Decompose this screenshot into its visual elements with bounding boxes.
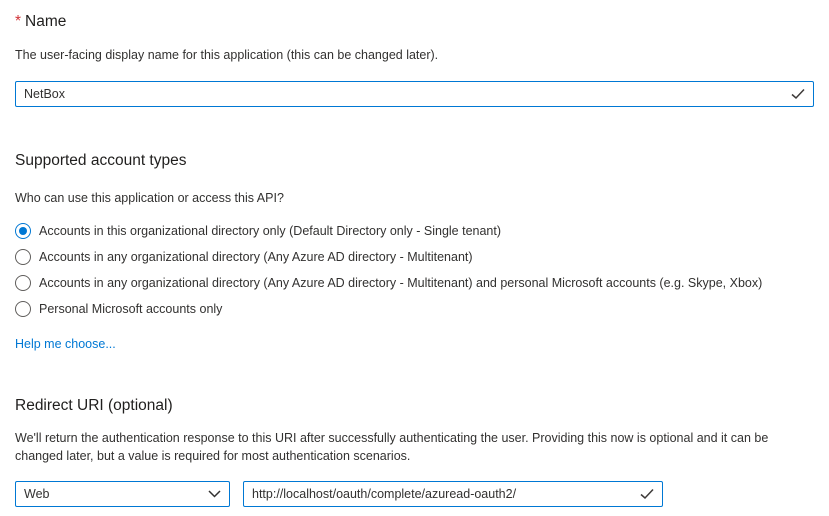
required-asterisk: * <box>15 13 22 30</box>
account-types-question: Who can use this application or access this API? <box>15 191 284 205</box>
account-type-option-personal-only[interactable] <box>15 296 814 322</box>
account-type-option-label: Accounts in any organizational directory (Any Azure AD directory - Multitenant) and personal Microsoft accounts (e.g. Skype, Xbox) <box>39 276 763 290</box>
redirect-uri-controls <box>15 481 814 507</box>
help-me-choose-link[interactable]: Help me choose... <box>15 337 116 351</box>
redirect-uri-heading: Redirect URI (optional) <box>15 397 173 414</box>
account-type-option-multitenant[interactable] <box>15 244 814 270</box>
radio-icon[interactable] <box>15 249 31 265</box>
name-description: The user-facing display name for this application (this can be changed later). <box>15 48 439 62</box>
name-input[interactable] <box>16 82 813 106</box>
account-type-option-label: Personal Microsoft accounts only <box>39 302 223 316</box>
chevron-down-icon <box>208 490 221 498</box>
name-input-wrapper <box>15 81 814 107</box>
account-types-heading: Supported account types <box>15 152 187 169</box>
platform-select-value: Web <box>24 487 50 501</box>
account-type-option-label: Accounts in any organizational directory (Any Azure AD directory - Multitenant) <box>39 250 473 264</box>
radio-icon[interactable] <box>15 301 31 317</box>
radio-icon[interactable] <box>15 275 31 291</box>
account-type-option-single-tenant[interactable] <box>15 218 814 244</box>
account-type-option-multitenant-personal[interactable] <box>15 270 814 296</box>
redirect-uri-input[interactable] <box>244 482 662 506</box>
name-section-heading <box>15 12 814 32</box>
radio-icon[interactable] <box>15 223 31 239</box>
platform-select[interactable] <box>15 481 230 507</box>
redirect-uri-input-wrapper <box>243 481 663 507</box>
account-type-option-label: Accounts in this organizational directory only (Default Directory only - Single tenant) <box>39 224 502 238</box>
account-types-radio-group <box>15 218 814 322</box>
name-label: Name <box>25 13 67 30</box>
redirect-uri-description: We'll return the authentication response to this URI after successfully authenticating the user. Providing this now is optional and it can be changed later, but a value is required for most authentication scenarios. <box>15 431 769 463</box>
